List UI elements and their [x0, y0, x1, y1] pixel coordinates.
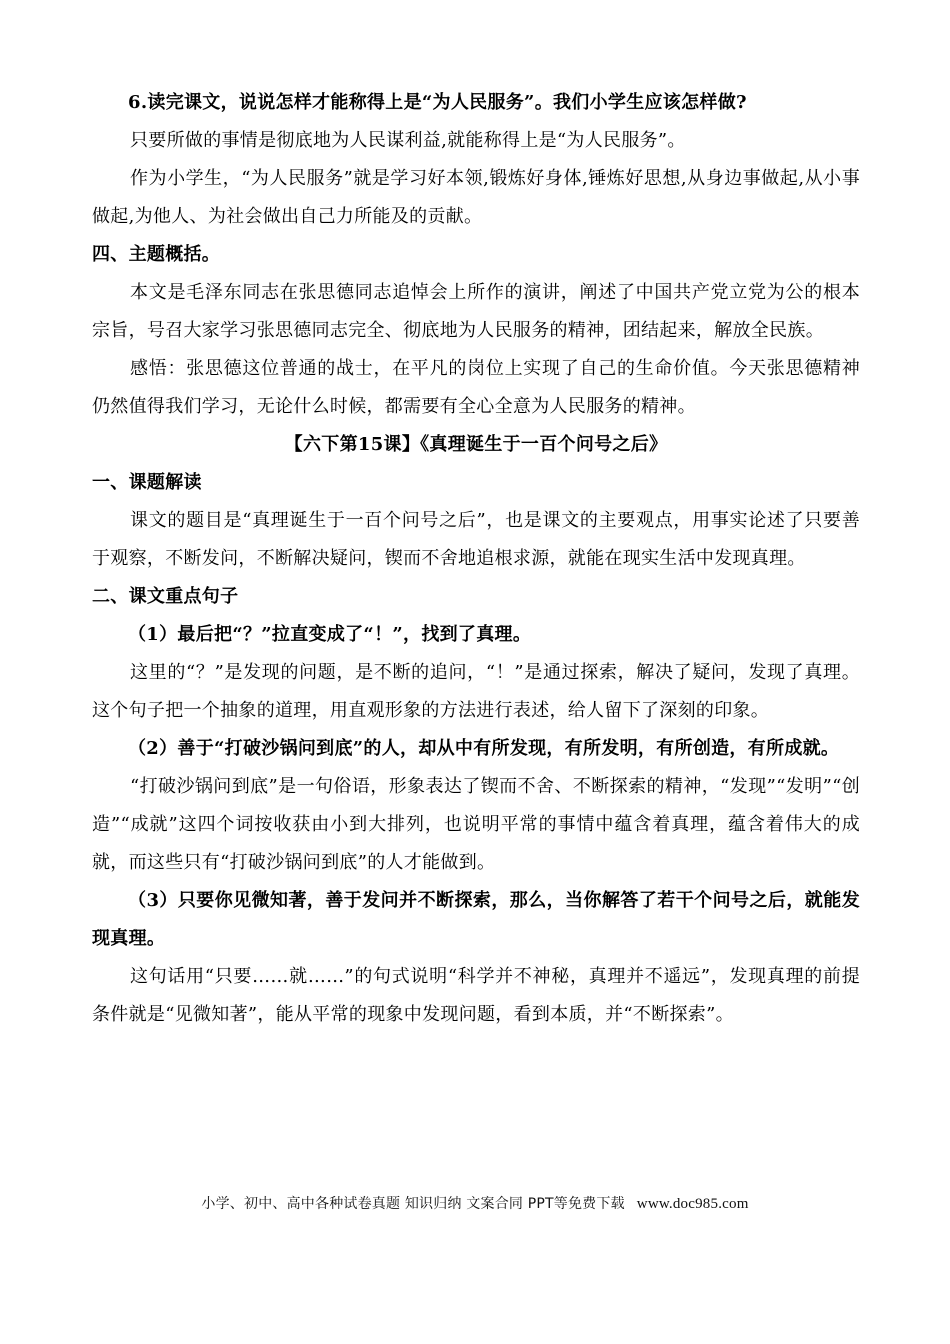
key-sentence-1: （1）最后把“？”拉直变成了“！”，找到了真理。 [128, 624, 532, 645]
part-1-paragraph: 课文的题目是“真理诞生于一百个问号之后”，也是课文的主要观点，用事实论述了只要善于观察，不断发问，不断解决疑问，锲而不舍地追根求源，就能在现实生活中发现真理。 [92, 510, 860, 569]
page-footer [0, 1192, 950, 1216]
key-sentence-2: （2）善于“打破沙锅问到底”的人，却从中有所发现，有所发明，有所创造，有所成就。 [128, 738, 840, 759]
question-6-answer-2: 作为小学生，“为人民服务”就是学习好本领,锻炼好身体,锤炼好思想,从身边事做起,从小事做起,为他人、为社会做出自己力所能及的贡献。 [92, 168, 860, 227]
question-6-answer-1: 只要所做的事情是彻底地为人民谋利益,就能称得上是“为人民服务”。 [130, 130, 686, 151]
question-6-heading: 6.读完课文，说说怎样才能称得上是“为人民服务”。我们小学生应该怎样做? [128, 92, 747, 113]
footer-text: 小学、初中、高中各种试卷真题 知识归纳 文案合同 PPT等免费下载 [201, 1196, 625, 1212]
section-4-paragraph-2: 感悟：张思德这位普通的战士，在平凡的岗位上实现了自己的生命价值。今天张思德精神仍然值得我们学习，无论什么时候，都需要有全心全意为人民服务的精神。 [92, 358, 860, 417]
key-sentence-3: （3）只要你见微知著，善于发问并不断探索，那么，当你解答了若干个问号之后，就能发现真理。 [92, 890, 860, 949]
key-sentence-2-explanation: “打破沙锅问到底”是一句俗语，形象表达了锲而不舍、不断探索的精神，“发现”“发明”“创造”“成就”这四个词按收获由小到大排列，也说明平常的事情中蕴含着真理，蕴含着伟大的成就，而这些只有“打破沙锅问到底”的人才能做到。 [92, 776, 860, 873]
section-4-heading: 四、主题概括。 [92, 244, 221, 265]
key-sentence-3-explanation: 这句话用“只要……就……”的句式说明“科学并不神秘，真理并不遥远”，发现真理的前提条件就是“见微知著”，能从平常的现象中发现问题，看到本质，并“不断探索”。 [92, 966, 860, 1025]
document-page [92, 84, 860, 1034]
section-4-paragraph-1: 本文是毛泽东同志在张思德同志追悼会上所作的演讲，阐述了中国共产党立党为公的根本宗旨，号召大家学习张思德同志完全、彻底地为人民服务的精神，团结起来，解放全民族。 [92, 282, 860, 341]
key-sentence-1-explanation: 这里的“？”是发现的问题，是不断的追问，“！”是通过探索，解决了疑问，发现了真理。这个句子把一个抽象的道理，用直观形象的方法进行表述，给人留下了深刻的印象。 [92, 662, 860, 721]
footer-url[interactable]: www.doc985.com [636, 1196, 749, 1212]
part-2-heading: 二、课文重点句子 [92, 586, 239, 607]
lesson-title: 【六下第15课】《真理诞生于一百个问号之后》 [284, 434, 668, 455]
part-1-heading: 一、课题解读 [92, 472, 202, 493]
